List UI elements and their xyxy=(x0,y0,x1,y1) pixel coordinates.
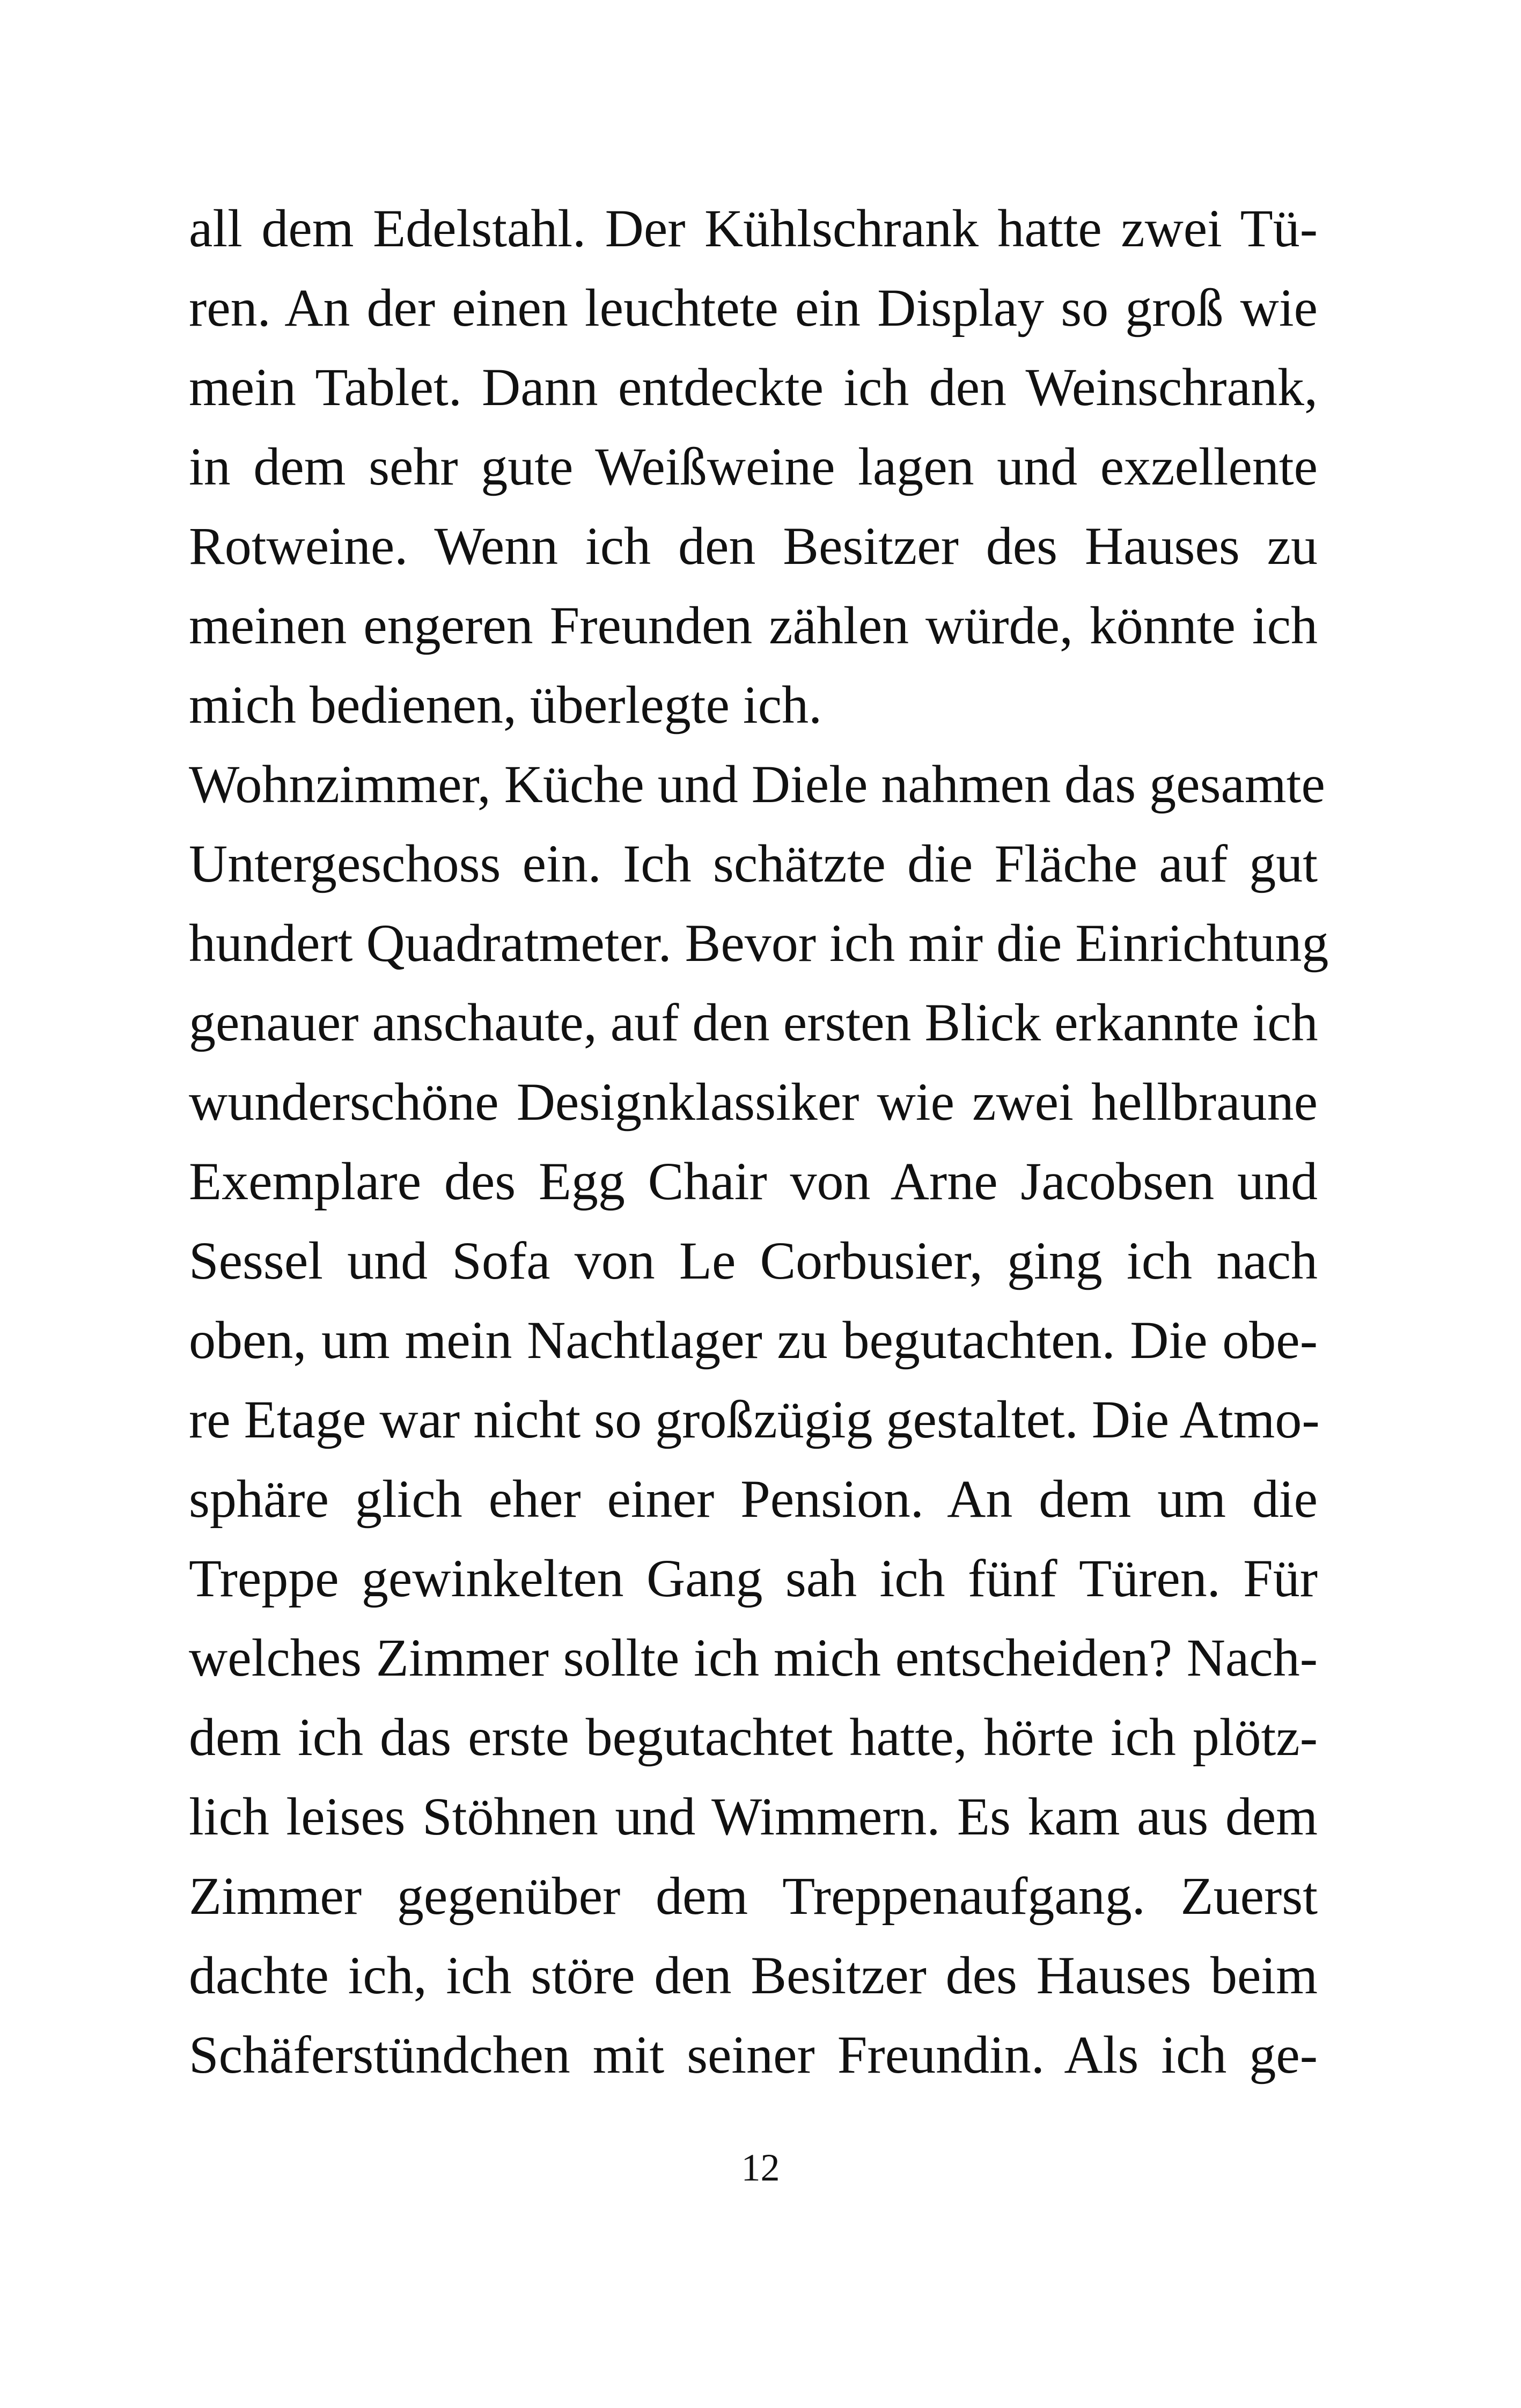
text-line: wunderschöne Designklassiker wie zwei hellbraune xyxy=(189,1072,1318,1132)
text-line: genauer anschaute, auf den ersten Blick erkannte ich xyxy=(189,993,1318,1052)
text-line: Rotweine. Wenn ich den Besitzer des Hauses zu xyxy=(189,516,1318,576)
text-line: Zimmer gegenüber dem Treppenaufgang. Zuerst xyxy=(189,1866,1318,1926)
text-line: re Etage war nicht so großzügig gestaltet. Die Atmo- xyxy=(189,1390,1320,1449)
text-line: Wohnzimmer, Küche und Diele nahmen das gesamte xyxy=(189,754,1325,814)
text-line: Sessel und Sofa von Le Corbusier, ging ich nach xyxy=(189,1231,1318,1290)
text-line: all dem Edelstahl. Der Kühlschrank hatte zwei Tü- xyxy=(189,199,1318,258)
text-line: ren. An der einen leuchtete ein Display so groß wie xyxy=(189,278,1318,337)
text-line: oben, um mein Nachtlager zu begutachten. Die obe- xyxy=(189,1310,1318,1370)
text-line: meinen engeren Freunden zählen würde, könnte ich xyxy=(189,596,1318,655)
text-line: dachte ich, ich störe den Besitzer des Hauses beim xyxy=(189,1946,1318,2005)
text-line: Untergeschoss ein. Ich schätzte die Fläche auf gut xyxy=(189,834,1318,893)
text-line: in dem sehr gute Weißweine lagen und exzellente xyxy=(189,437,1318,496)
text-line: welches Zimmer sollte ich mich entscheiden? Nach- xyxy=(189,1628,1318,1687)
text-line: dem ich das erste begutachtet hatte, hörte ich plötz- xyxy=(189,1707,1318,1767)
text-line: mein Tablet. Dann entdeckte ich den Weinschrank, xyxy=(189,357,1318,417)
text-line: Treppe gewinkelten Gang sah ich fünf Türen. Für xyxy=(189,1548,1318,1608)
text-line: Schäferstündchen mit seiner Freundin. Als ich ge- xyxy=(189,2025,1318,2084)
body-text xyxy=(189,189,1329,2095)
text-line: lich leises Stöhnen und Wimmern. Es kam aus dem xyxy=(189,1787,1318,1846)
text-line: mich bedienen, überlegte ich. xyxy=(189,675,822,735)
page-number: 12 xyxy=(741,2146,780,2189)
text-line: Exemplare des Egg Chair von Arne Jacobsen und xyxy=(189,1151,1318,1211)
text-line: hundert Quadratmeter. Bevor ich mir die Einrichtung xyxy=(189,913,1329,973)
text-line: sphäre glich eher einer Pension. An dem um die xyxy=(189,1469,1318,1529)
